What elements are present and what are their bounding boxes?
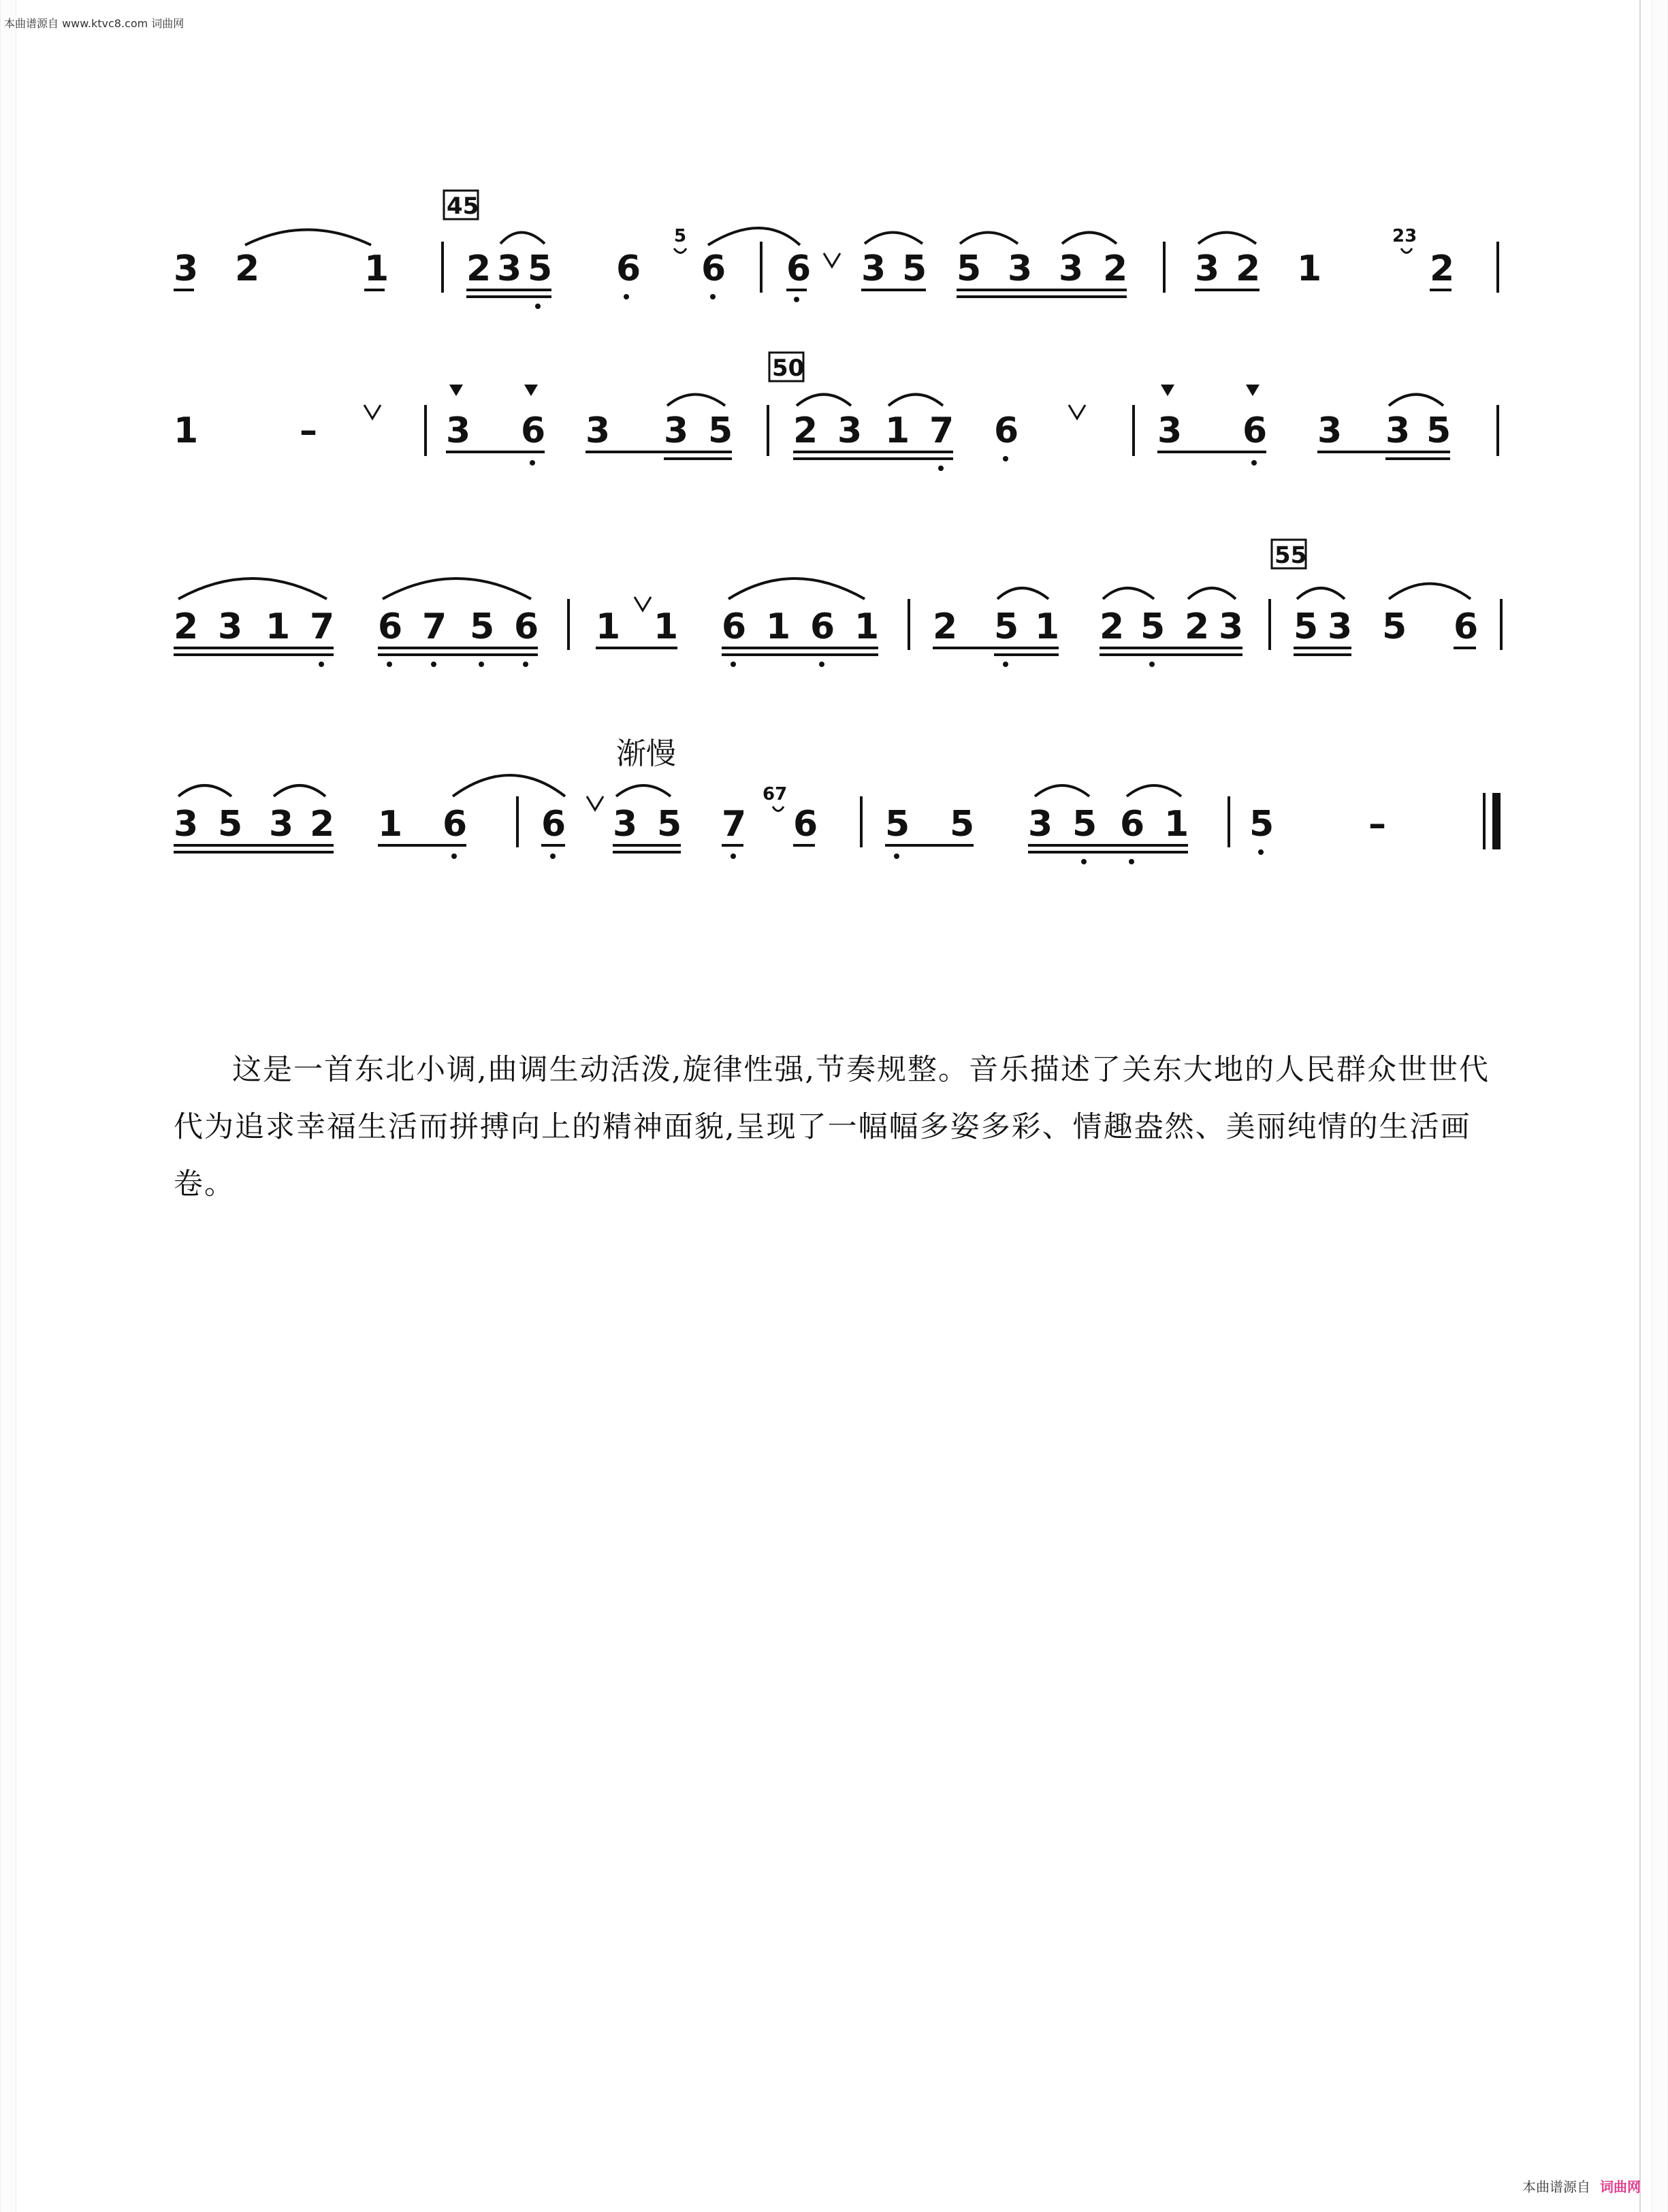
note: 2: [1185, 606, 1210, 647]
score-line-3: [174, 540, 1501, 667]
note: 2: [793, 410, 818, 451]
note: –: [1368, 804, 1386, 845]
note: 3: [1008, 248, 1033, 289]
note: 6: [443, 804, 468, 845]
page-footer: [1522, 2176, 1641, 2196]
note: 5: [902, 248, 927, 289]
score-line-2: [174, 353, 1498, 471]
note: 3: [837, 410, 863, 451]
note: 5: [1426, 410, 1452, 451]
note: 5: [950, 804, 975, 845]
note: 6: [1120, 804, 1145, 845]
note: 6: [1454, 606, 1479, 647]
note: 6: [810, 606, 835, 647]
note: 1: [174, 410, 199, 451]
rehearsal-mark: 55: [1274, 542, 1307, 569]
note: 5: [1249, 804, 1274, 845]
note: 7: [310, 606, 335, 647]
grace-note: 5: [674, 226, 687, 246]
note: 5: [1382, 606, 1407, 647]
note: 1: [266, 606, 291, 647]
note: 5: [994, 606, 1019, 647]
note: 5: [885, 804, 910, 845]
note: 3: [497, 248, 522, 289]
note: 7: [929, 410, 955, 451]
note: 3: [174, 804, 199, 845]
note: 6: [616, 248, 641, 289]
tempo-mark: 渐慢: [616, 736, 676, 771]
note: 3: [1385, 410, 1411, 451]
note: 7: [722, 804, 747, 845]
note: 3: [613, 804, 638, 845]
note: 3: [664, 410, 689, 451]
note: 6: [793, 804, 818, 845]
note: 7: [422, 606, 447, 647]
note: 6: [514, 606, 539, 647]
note: 1: [854, 606, 880, 647]
note: 2: [1236, 248, 1261, 289]
note: 3: [1028, 804, 1053, 845]
note: 3: [861, 248, 886, 289]
note: 2: [1100, 606, 1125, 647]
note: 6: [1242, 410, 1268, 451]
score-line-4: [174, 736, 1501, 864]
grace-note: 23: [1392, 226, 1417, 246]
note: 5: [657, 804, 682, 845]
jianpu-score: [0, 0, 1668, 987]
score-line-1: [174, 191, 1498, 309]
note: 3: [446, 410, 471, 451]
note: 1: [596, 606, 621, 647]
note: 5: [1072, 804, 1097, 845]
note: 1: [766, 606, 791, 647]
rehearsal-mark: 45: [447, 193, 479, 220]
note: 6: [722, 606, 747, 647]
note: 5: [957, 248, 982, 289]
note: 2: [1430, 248, 1455, 289]
note: 5: [1294, 606, 1319, 647]
note: 6: [521, 410, 546, 451]
note: 3: [1317, 410, 1343, 451]
note: –: [300, 410, 317, 451]
note: 2: [174, 606, 199, 647]
note: 1: [1035, 606, 1060, 647]
note: 3: [1328, 606, 1353, 647]
page-header: 本曲谱源自 www.ktvc8.com 词曲网: [4, 17, 185, 30]
note: 6: [701, 248, 726, 289]
note: 1: [885, 410, 910, 451]
note: 2: [310, 804, 335, 845]
note: 3: [1157, 410, 1183, 451]
note: 3: [269, 804, 294, 845]
note: 3: [586, 410, 611, 451]
footer-brand-link[interactable]: 词曲网: [1600, 2179, 1641, 2195]
grace-note: 67: [763, 784, 788, 804]
description-paragraph: 这是一首东北小调,曲调生动活泼,旋律性强,节奏规整。音乐描述了关东大地的人民群众世世代代为追求幸福生活而拼搏向上的精神面貌,呈现了一幅幅多姿多彩、情趣盎然、美丽纯情的生活画卷。: [174, 1053, 1490, 1201]
note: 6: [994, 410, 1019, 451]
note: 3: [218, 606, 243, 647]
note: 3: [174, 248, 199, 289]
note: 6: [378, 606, 403, 647]
note: 1: [654, 606, 679, 647]
note: 5: [218, 804, 243, 845]
note: 3: [1195, 248, 1220, 289]
note: 5: [470, 606, 495, 647]
note: 3: [1219, 606, 1244, 647]
note: 2: [933, 606, 958, 647]
note: 3: [1059, 248, 1084, 289]
note: 5: [1140, 606, 1166, 647]
note: 1: [1164, 804, 1189, 845]
note: 2: [466, 248, 492, 289]
rehearsal-mark: 50: [772, 355, 805, 382]
note: 6: [786, 248, 812, 289]
note: 1: [378, 804, 403, 845]
note: 6: [541, 804, 566, 845]
note: 1: [1297, 248, 1322, 289]
note: 5: [708, 410, 733, 451]
note: 1: [364, 248, 389, 289]
note: 2: [1103, 248, 1128, 289]
note: 5: [528, 248, 553, 289]
footer-source-label: 本曲谱源自: [1522, 2179, 1590, 2195]
note: 2: [235, 248, 260, 289]
